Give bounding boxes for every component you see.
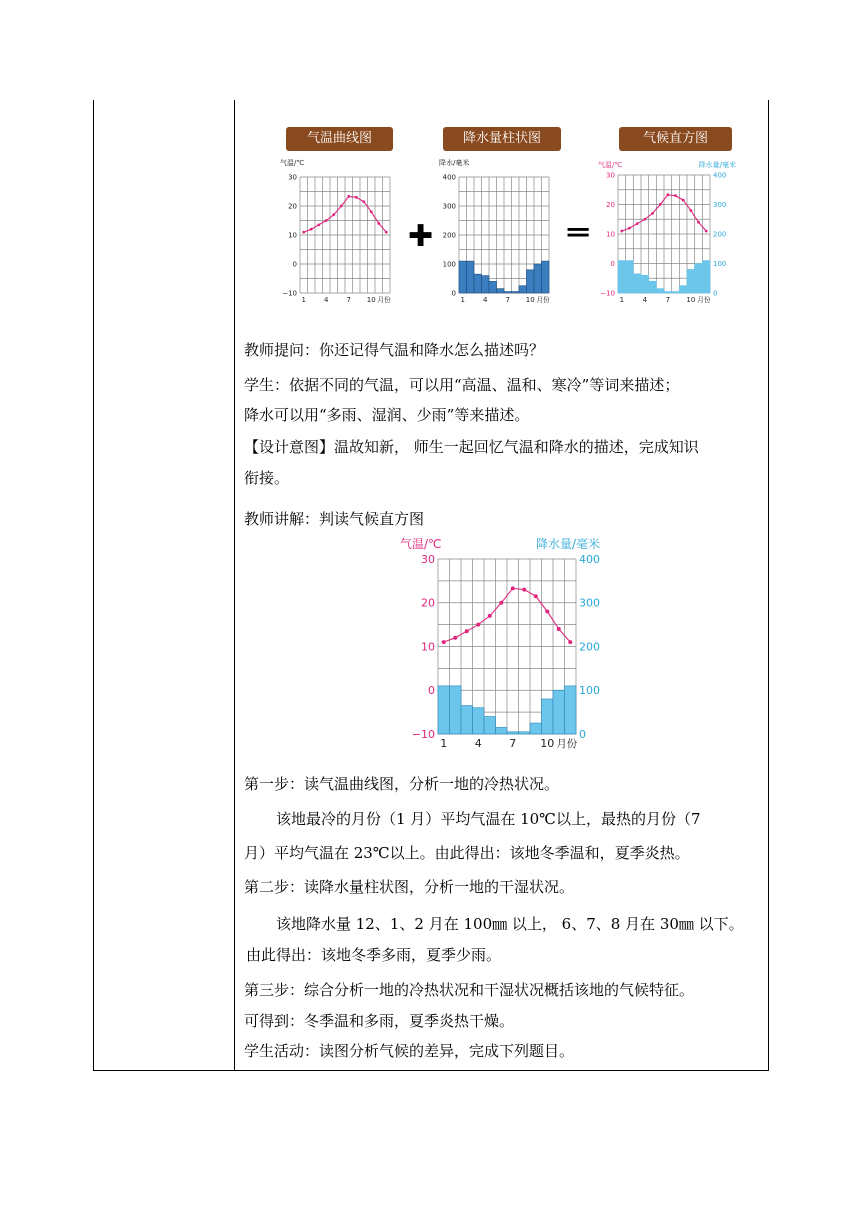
climate-histogram	[400, 535, 610, 755]
temperature-tick-label: 10	[288, 231, 297, 240]
x-tick-label: 1	[460, 296, 465, 304]
precipitation-bar	[438, 686, 450, 734]
temperature-point	[568, 640, 572, 644]
precipitation-tick-label: 0	[713, 289, 718, 298]
temperature-point	[499, 601, 503, 605]
column-divider	[234, 100, 235, 1070]
step-one-paragraph-1: 该地最冷的月份（1 月）平均气温在 10℃以上，最热的月份（7	[276, 810, 701, 828]
temperature-tick-label: 30	[606, 171, 615, 180]
x-axis-unit-label: 月份	[697, 296, 711, 304]
precipitation-bar	[687, 269, 695, 293]
temperature-point	[651, 212, 654, 215]
temperature-point	[310, 228, 313, 231]
temperature-point	[442, 640, 446, 644]
precipitation-bar	[542, 699, 554, 734]
student-answer-line-1: 学生：依据不同的气温，可以用“高温、温和、寒冷”等词来描述；	[244, 376, 680, 394]
right-axis-title: 降水量/毫米	[535, 537, 600, 551]
precipitation-bar	[565, 686, 577, 734]
precipitation-bar	[512, 292, 520, 293]
precipitation-bar	[542, 261, 550, 293]
precipitation-bar	[519, 732, 531, 734]
tag-climate-chart: 气候直方图	[619, 127, 732, 151]
precipitation-bar	[618, 261, 626, 293]
x-tick-label: 1	[301, 296, 306, 304]
step-one-heading: 第一步：读气温曲线图，分析一地的冷热状况。	[244, 775, 560, 793]
temperature-tick-label: 10	[606, 230, 615, 239]
precipitation-bar	[519, 286, 527, 293]
precipitation-bar	[641, 275, 649, 293]
precipitation-bar	[633, 274, 641, 293]
precipitation-bar	[497, 289, 505, 293]
equals-sign: ═	[568, 213, 589, 253]
temperature-tick-label: 30	[288, 173, 297, 182]
temperature-tick-label: 20	[606, 200, 615, 209]
temperature-tick-label: 10	[421, 640, 435, 654]
temperature-point	[377, 222, 380, 225]
temperature-point	[385, 231, 388, 234]
precipitation-bar	[530, 723, 542, 734]
mini-precip-tick-label: 400	[442, 173, 456, 182]
precipitation-bar	[534, 264, 542, 293]
mini-climate-chart	[598, 159, 738, 319]
temperature-point	[674, 194, 677, 197]
mini-precip-tick-label: 100	[442, 260, 456, 269]
precipitation-bar	[496, 727, 508, 734]
x-tick-label: 4	[483, 296, 488, 304]
temperature-tick-label: 0	[428, 684, 435, 698]
temperature-tick-label: 30	[421, 552, 435, 566]
temperature-point	[705, 230, 708, 233]
x-axis-unit-label: 月份	[556, 738, 578, 750]
mini-precip-axis-title: 降水/毫米	[439, 159, 470, 167]
step-three-paragraph: 可得到：冬季温和多雨，夏季炎热干燥。	[244, 1012, 515, 1030]
temperature-tick-label: 0	[292, 260, 297, 269]
temperature-point	[453, 636, 457, 640]
temperature-point	[370, 210, 373, 213]
temperature-point	[488, 614, 492, 618]
temperature-tick-label: −10	[600, 289, 615, 298]
x-tick-label: 7	[346, 296, 351, 304]
precipitation-bar	[489, 281, 497, 293]
temperature-point	[643, 218, 646, 221]
precipitation-bar	[702, 261, 710, 293]
design-intent-line-2: 衔接。	[244, 469, 290, 487]
temperature-point	[332, 213, 335, 216]
chart-grid	[300, 177, 390, 293]
teacher-question: 教师提问：你还记得气温和降水怎么描述吗？	[244, 341, 545, 359]
temperature-point	[697, 221, 700, 224]
precipitation-bar	[695, 264, 703, 294]
precipitation-tick-label: 100	[713, 259, 727, 268]
temperature-tick-label: 20	[288, 202, 297, 211]
mini-precip-tick-label: 0	[451, 289, 456, 298]
teacher-explanation: 教师讲解：判读气候直方图	[244, 510, 425, 528]
mini-precip-tick-label: 200	[442, 231, 456, 240]
precipitation-tick-label: 0	[579, 727, 586, 741]
x-tick-label: 10	[686, 296, 696, 304]
temperature-point	[476, 623, 480, 627]
temperature-point	[522, 588, 526, 592]
x-axis-unit-label: 月份	[377, 296, 391, 304]
precipitation-bar	[482, 276, 490, 293]
mini-climate-temp-title: 气温/℃	[598, 161, 623, 169]
mini-temp-axis-title: 气温/℃	[280, 159, 305, 167]
step-two-paragraph-1: 该地降水量 12、1、2 月在 100㎜ 以上， 6、7、8 月在 30㎜ 以下。	[276, 915, 744, 933]
temperature-point	[620, 230, 623, 233]
x-axis-unit-label: 月份	[536, 296, 550, 304]
temperature-point	[534, 594, 538, 598]
composite-figure	[280, 127, 750, 317]
temperature-point	[355, 196, 358, 199]
temperature-point	[317, 223, 320, 226]
temperature-tick-label: 0	[610, 259, 615, 268]
temperature-point	[362, 200, 365, 203]
precipitation-bar	[484, 717, 496, 735]
temperature-point	[682, 199, 685, 202]
temperature-point	[689, 209, 692, 212]
x-tick-label: 10	[540, 737, 555, 750]
temperature-point	[465, 629, 469, 633]
step-two-paragraph-2: 由此得出：该地冬季多雨，夏季少雨。	[246, 946, 502, 964]
design-intent-line-1: 【设计意图】温故知新， 师生一起回忆气温和降水的描述，完成知识	[244, 438, 699, 456]
x-tick-label: 7	[505, 296, 510, 304]
precipitation-bar	[474, 274, 482, 293]
precipitation-bar	[649, 281, 657, 293]
x-tick-label: 1	[440, 737, 448, 750]
x-tick-label: 4	[474, 737, 482, 750]
precipitation-bar	[473, 708, 485, 734]
precipitation-bar	[467, 261, 475, 293]
left-axis-title: 气温/℃	[400, 537, 442, 551]
temperature-point	[666, 193, 669, 196]
temperature-point	[545, 610, 549, 614]
temperature-point	[659, 203, 662, 206]
precipitation-tick-label: 400	[713, 171, 727, 180]
precipitation-tick-label: 400	[579, 552, 600, 566]
x-tick-label: 7	[509, 737, 517, 750]
temperature-point	[636, 222, 639, 225]
x-tick-label: 10	[366, 296, 376, 304]
precipitation-tick-label: 300	[713, 200, 727, 209]
temperature-tick-label: 20	[421, 596, 435, 610]
precipitation-bar	[626, 261, 634, 293]
precipitation-bar	[507, 732, 519, 734]
temperature-tick-label: −10	[282, 289, 297, 298]
precipitation-bar	[553, 690, 565, 734]
precipitation-bar	[672, 292, 680, 293]
step-two-heading: 第二步：读降水量柱状图，分析一地的干湿状况。	[244, 878, 575, 896]
precipitation-tick-label: 200	[579, 640, 600, 654]
mini-climate-precip-title: 降水量/毫米	[698, 161, 736, 169]
temperature-point	[347, 195, 350, 198]
temperature-point	[340, 205, 343, 208]
x-tick-label: 4	[324, 296, 329, 304]
temperature-point	[628, 227, 631, 230]
temperature-point	[302, 231, 305, 234]
step-one-paragraph-2: 月）平均气温在 23℃以上。由此得出：该地冬季温和，夏季炎热。	[244, 844, 690, 862]
temperature-point	[325, 219, 328, 222]
x-tick-label: 7	[665, 296, 671, 304]
tag-temperature-curve: 气温曲线图	[286, 127, 393, 151]
plus-sign: ✚	[408, 219, 434, 254]
precipitation-bar	[656, 289, 664, 293]
temperature-point	[511, 586, 515, 590]
precipitation-bar	[527, 270, 535, 293]
student-answer-line-2: 降水可以用“多雨、湿润、少雨”等来描述。	[244, 406, 530, 424]
mini-temperature-chart	[280, 155, 410, 315]
precipitation-tick-label: 300	[579, 596, 600, 610]
precipitation-bar	[461, 706, 473, 734]
precipitation-bar	[504, 292, 512, 293]
precipitation-bar	[450, 686, 462, 734]
precipitation-tick-label: 200	[713, 230, 727, 239]
precipitation-tick-label: 100	[579, 684, 600, 698]
x-tick-label: 1	[619, 296, 625, 304]
x-tick-label: 4	[642, 296, 648, 304]
mini-precipitation-chart	[437, 155, 567, 315]
temperature-tick-label: −10	[411, 727, 435, 741]
x-tick-label: 10	[525, 296, 535, 304]
precipitation-bar	[459, 261, 467, 293]
mini-precip-tick-label: 300	[442, 202, 456, 211]
step-three-heading: 第三步：综合分析一地的冷热状况和干湿状况概括该地的气候特征。	[244, 981, 695, 999]
precipitation-bar	[679, 286, 687, 293]
temperature-point	[557, 627, 561, 631]
tag-precipitation-bars: 降水量柱状图	[443, 127, 561, 151]
student-activity: 学生活动：读图分析气候的差异，完成下列题目。	[244, 1042, 575, 1060]
precipitation-bar	[664, 292, 672, 293]
